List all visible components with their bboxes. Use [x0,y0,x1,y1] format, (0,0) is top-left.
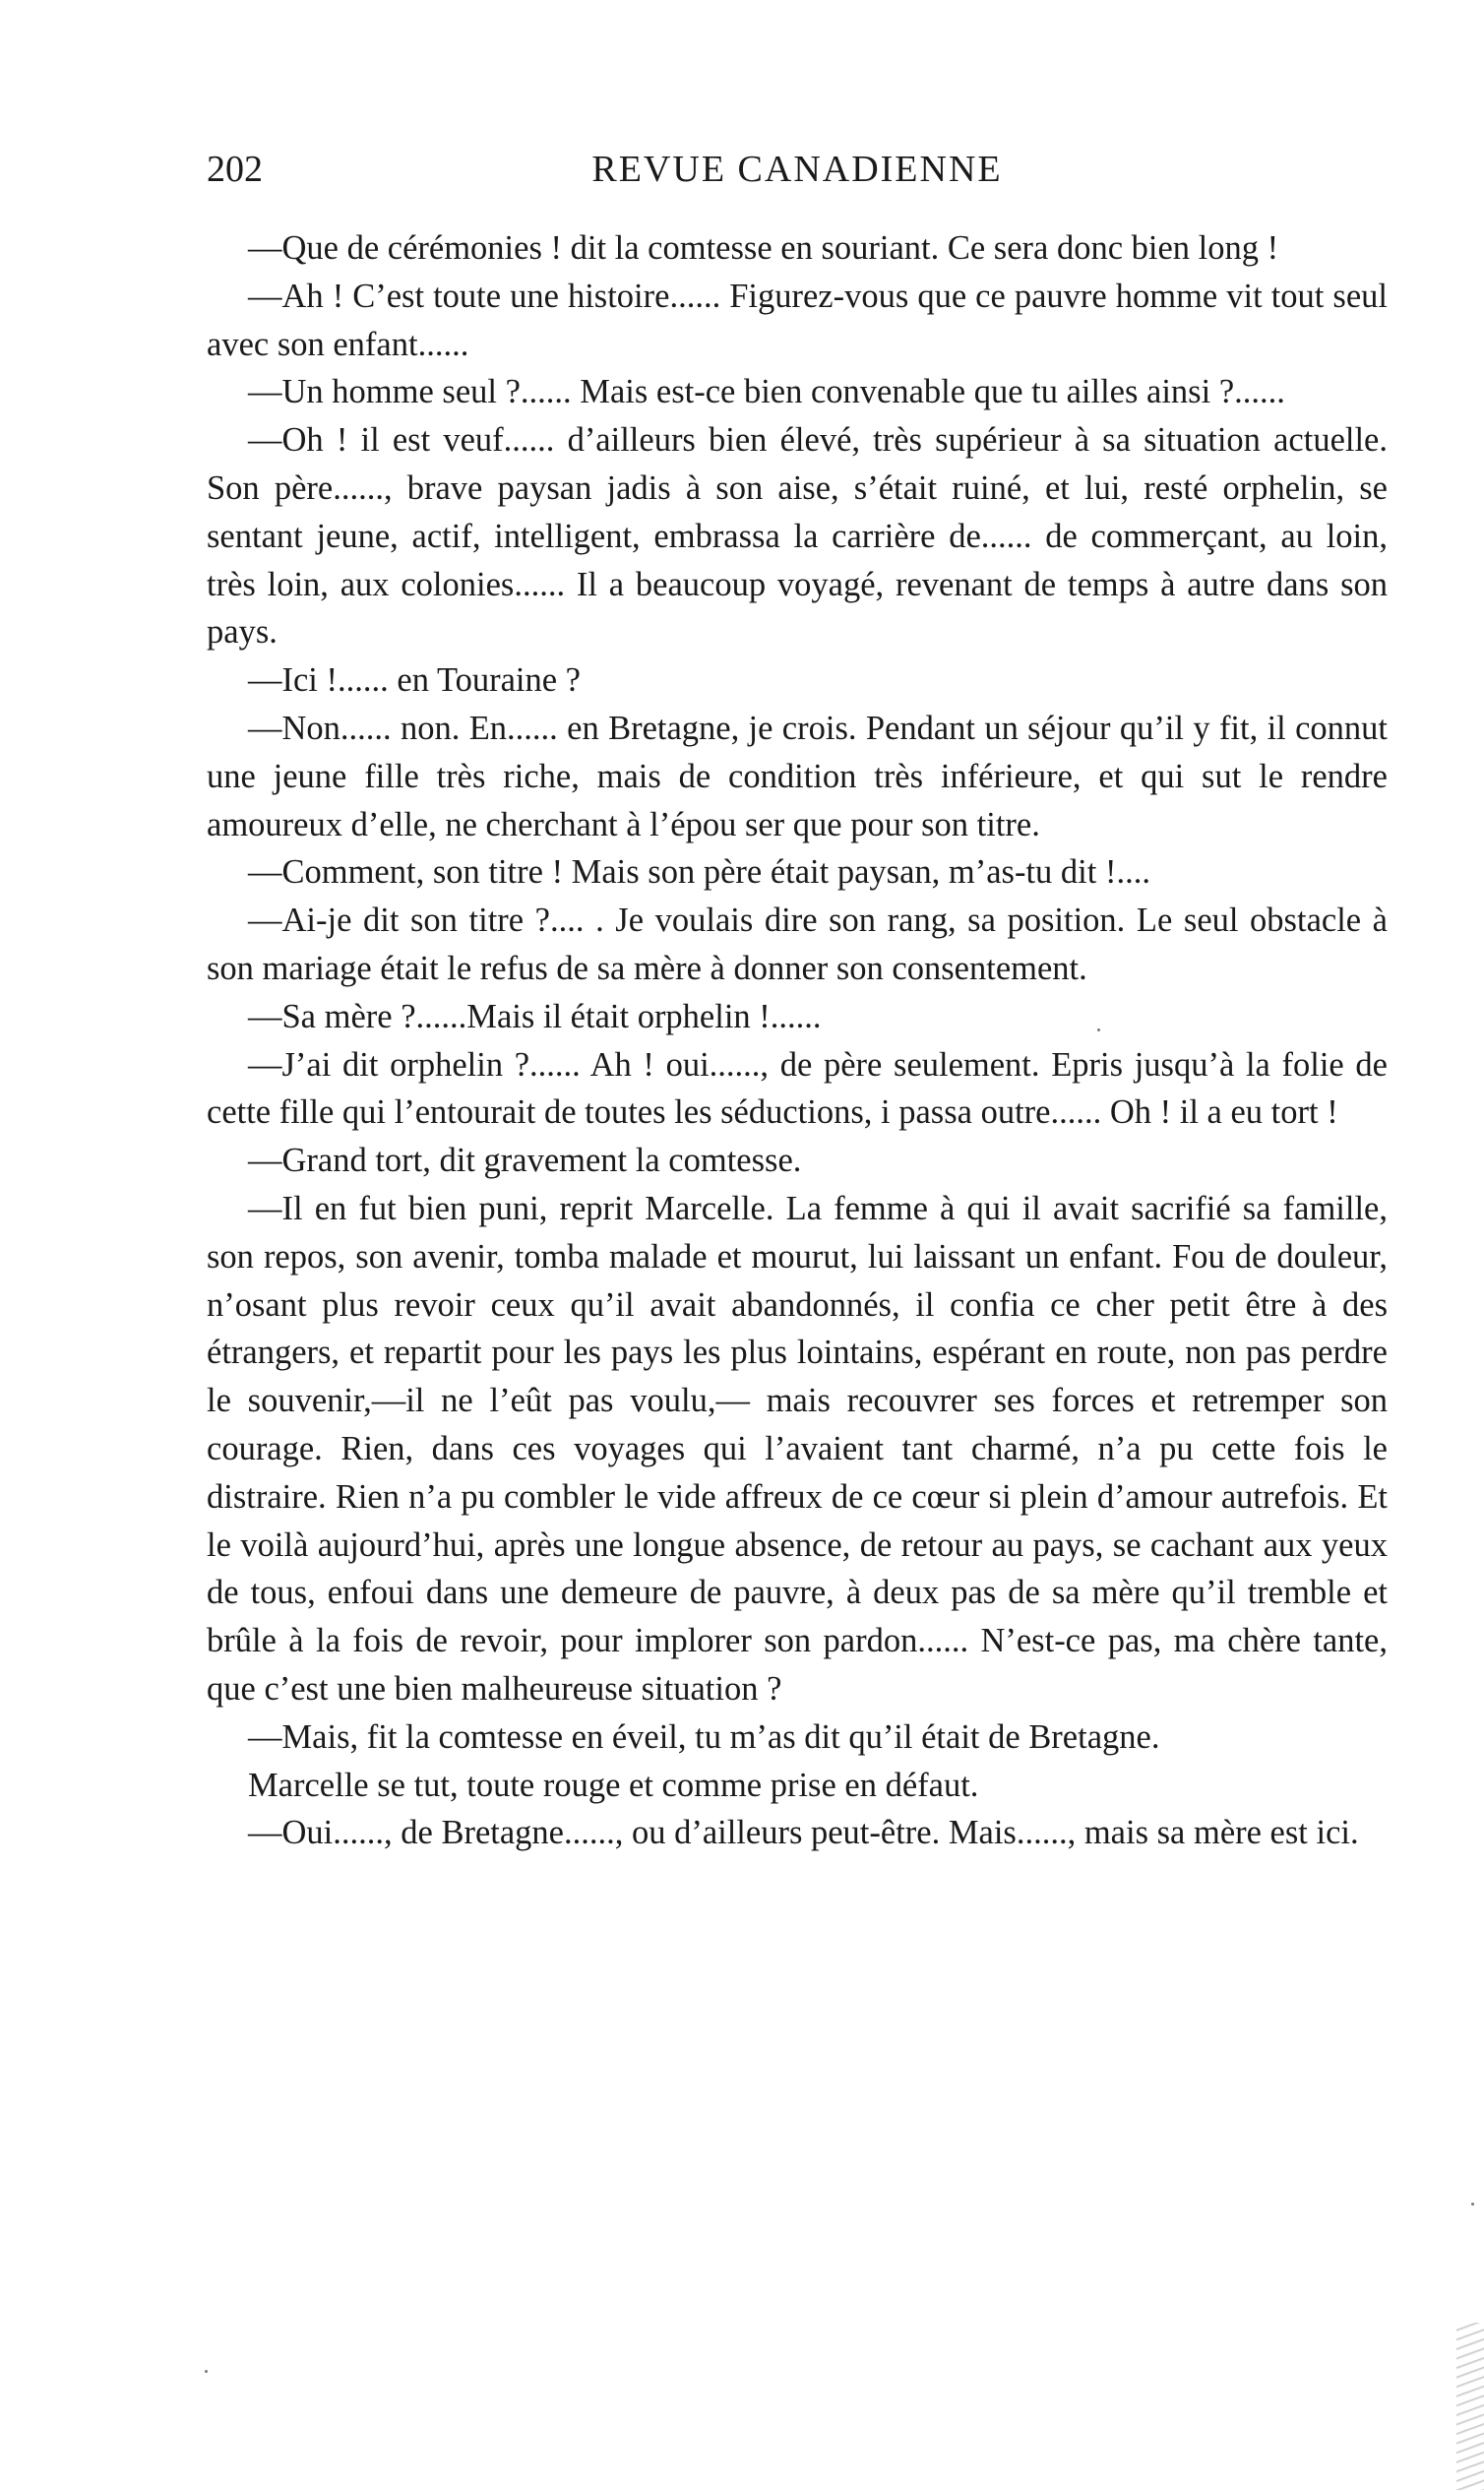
paragraph: —Grand tort, dit gravement la comtesse. [248,1142,802,1180]
page-number: 202 [207,149,263,190]
paragraph: —Oui......, de Bretagne......, ou d’ailleurs peut-être. Mais......, mais sa mère est ici. [248,1814,1359,1852]
scan-speck [205,2370,208,2373]
paragraph: —Ici !...... en Touraine ? [248,661,581,700]
paragraph: —Ah ! C’est toute une histoire...... Figurez-vous que ce pauvre homme vit tout seul avec son enfant...... [207,277,1388,363]
scan-speck [1097,1028,1100,1031]
paragraph: —Mais, fit la comtesse en éveil, tu m’as dit qu’il était de Bretagne. [248,1717,1160,1756]
paragraph: —Comment, son titre ! Mais son père était paysan, m’as-tu dit !.... [248,853,1150,892]
book-page [207,138,1388,1857]
paragraph: —Non...... non. En...... en Bretagne, je crois. Pendant un séjour qu’il y fit, il connut une jeune fille très riche, mais de condition très inférieure, et qui sut le rendre amoureux d’elle, ne cherchant à l’épou ser que pour son titre. [207,709,1388,843]
paragraph: —Que de cérémonies ! dit la comtesse en souriant. Ce sera donc bien long ! [248,229,1279,267]
paragraph: —J’ai dit orphelin ?...... Ah ! oui......, de père seulement. Epris jusqu’à la folie de cette fille qui l’entourait de toutes les séductions, i passa outre...... Oh ! il a eu tort ! [207,1045,1388,1132]
paragraph: —Sa mère ?......Mais il était orphelin !...... [248,997,822,1035]
scan-speck [1471,2203,1474,2206]
paragraph: Marcelle se tut, toute rouge et comme prise en défaut. [248,1766,979,1804]
paragraph: —Ai-je dit son titre ?.... . Je voulais dire son rang, sa position. Le seul obstacle à son mariage était le refus de sa mère à donner son consentement. [207,902,1388,987]
scan-edge-noise [1456,2323,1484,2490]
paragraph: —Il en fut bien puni, reprit Marcelle. La femme à qui il avait sacrifié sa famille, son repos, son avenir, tomba malade et mourut, lui laissant un enfant. Fou de douleur, n’osant plus revoir ceux qu’il avait abandonnés, il confia ce cher petit être à des étrangers, et repartit pour les pays les plus lointains, espérant en route, non pas perdre le souvenir,—il ne l’eût pas voulu,— mais recouvrer ses forces et retremper son courage. Rien, dans ces voyages qui l’avaient tant charmé, n’a pu cette fois le distraire. Rien n’a pu combler le vide affreux de ce cœur si plein d’amour autrefois. Et le voilà aujourd’hui, après une longue absence, de retour au pays, se cachant aux yeux de tous, enfoui dans une demeure de pauvre, à deux pas de sa mère qu’il tremble et brûle à la fois de revoir, pour implorer son pardon...... N’est-ce pas, ma chère tante, que c’est une bien malheureuse situation ? [207,1189,1388,1708]
paragraph: —Un homme seul ?...... Mais est-ce bien convenable que tu ailles ainsi ?...... [248,373,1285,411]
page-header [207,138,1388,207]
body-text [207,224,1388,1857]
paragraph: —Oh ! il est veuf...... d’ailleurs bien élevé, très supérieur à sa situation actuelle. Son père......, brave paysan jadis à son aise, s’était ruiné, et lui, resté orphelin, se sentant jeune, actif, intelligent, embrassa la carrière de...... de commerçant, au loin, très loin, aux colonies...... Il a beaucoup voyagé, revenant de temps à autre dans son pays. [207,421,1388,652]
running-title: REVUE CANADIENNE [591,149,1003,190]
